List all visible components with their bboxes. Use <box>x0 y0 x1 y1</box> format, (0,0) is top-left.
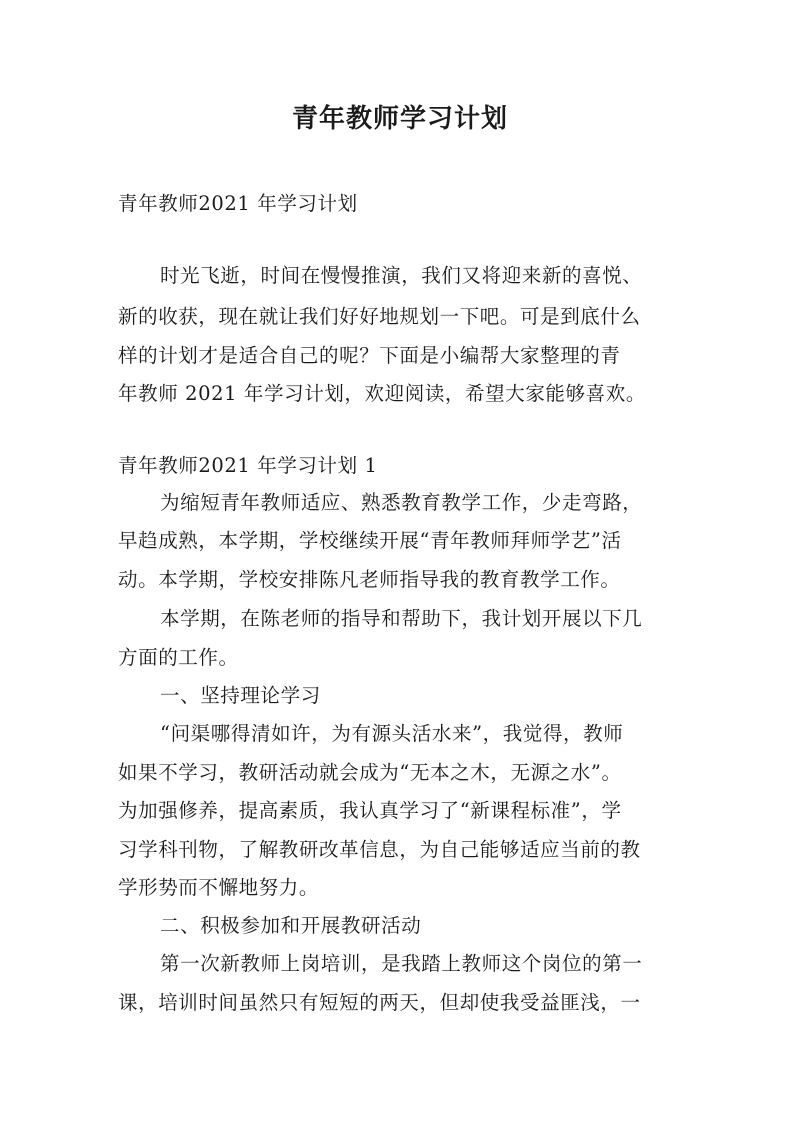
intro-line: 样的计划才是适合自己的呢？下面是小编帮大家整理的青 <box>118 344 621 367</box>
body-line: 为加强修养，提高素质，我认真学习了“新课程标准”，学 <box>118 799 622 822</box>
subheading-line: 二、积极参加和开展教研活动 <box>160 914 422 937</box>
document-title: 青年教师学习计划 <box>291 104 508 134</box>
body-line: 早趋成熟，本学期，学校继续开展“青年教师拜师学艺”活 <box>118 529 622 552</box>
body-line: 如果不学习，教研活动就会成为“无本之木，无源之水”。 <box>118 761 622 784</box>
subheading-line: 一、坚持理论学习 <box>160 684 321 707</box>
section-heading: 青年教师2021 年学习计划 1 <box>118 454 378 477</box>
intro-line: 新的收获，现在就让我们好好地规划一下吧。可是到底什么 <box>118 305 641 328</box>
body-line: 课，培训时间虽然只有短短的两天，但却使我受益匪浅，一 <box>118 991 641 1014</box>
intro-line: 时光飞逝，时间在慢慢推演，我们又将迎来新的喜悦、 <box>160 264 643 287</box>
body-line: 动。本学期，学校安排陈凡老师指导我的教育教学工作。 <box>118 568 621 591</box>
body-line: “问渠哪得清如许，为有源头活水来”，我觉得，教师 <box>160 722 624 745</box>
body-line: 为缩短青年教师适应、熟悉教育教学工作，少走弯路， <box>160 491 643 514</box>
intro-line: 年教师 2021 年学习计划，欢迎阅读，希望大家能够喜欢。 <box>118 382 646 405</box>
body-line: 方面的工作。 <box>118 646 239 669</box>
body-line: 本学期，在陈老师的指导和帮助下，我计划开展以下几 <box>160 607 643 630</box>
subtitle-line: 青年教师2021 年学习计划 <box>118 192 358 215</box>
body-line: 习学科刊物，了解教研改革信息，为自己能够适应当前的教 <box>118 838 641 861</box>
body-line: 第一次新教师上岗培训，是我踏上教师这个岗位的第一 <box>160 952 643 975</box>
body-line: 学形势而不懈地努力。 <box>118 876 320 899</box>
